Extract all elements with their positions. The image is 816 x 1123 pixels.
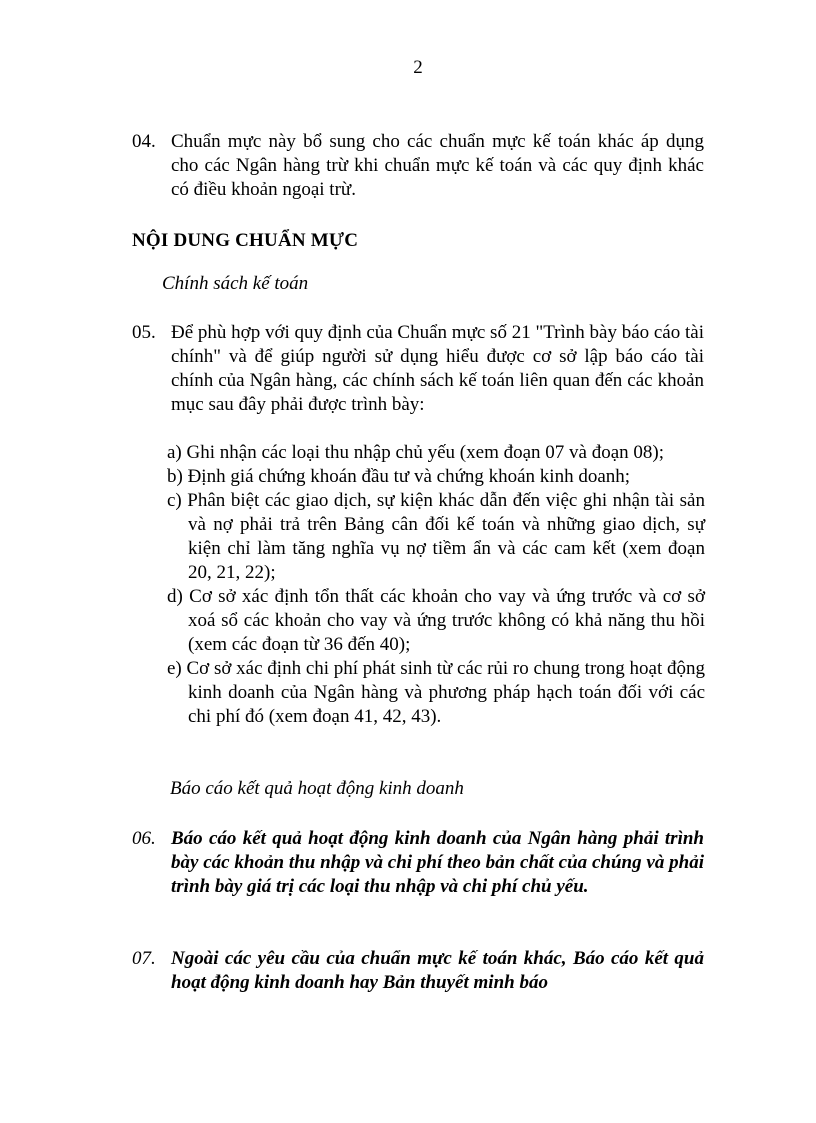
list-item: a) Ghi nhận các loại thu nhập chủ yếu (xem đoạn 07 và đoạn 08); (167, 442, 665, 463)
list-item: c) Phân biệt các giao dịch, sự kiện khác dẫn đến việc ghi nhận tài sản và nợ phải trả trên Bảng cân đối kế toán và những giao dịch, sự kiện chỉ làm tăng nghĩa vụ nợ tiềm ẩn và các cam kết (xem đoạn 20, 21, 22); (167, 490, 705, 583)
page-number: 2 (413, 57, 423, 78)
list-item: b) Định giá chứng khoán đầu tư và chứng khoán kinh doanh; (167, 466, 631, 487)
paragraph-text: Báo cáo kết quả hoạt động kinh doanh của Ngân hàng phải trình bày các khoản thu nhập và chi phí theo bản chất của chúng và phải trình bày giá trị các loại thu nhập và chi phí chủ yếu. (171, 828, 704, 897)
paragraph-05 (132, 321, 704, 417)
paragraph-number: 06. (132, 828, 156, 849)
subheading-income-statement: Báo cáo kết quả hoạt động kinh doanh (170, 778, 464, 799)
paragraph-number: 04. (132, 131, 156, 152)
paragraph-text: Để phù hợp với quy định của Chuẩn mực số 21 "Trình bày báo cáo tài chính" và để giúp người sử dụng hiểu được cơ sở lập báo cáo tài chính của Ngân hàng, các chính sách kế toán liên quan đến các khoản mục sau đây phải được trình bày: (171, 322, 704, 415)
paragraph-number: 07. (132, 948, 156, 969)
paragraph-04 (132, 130, 704, 202)
paragraph-text: Ngoài các yêu cầu của chuẩn mực kế toán khác, Báo cáo kết quả hoạt động kinh doanh hay Bản thuyết minh báo (171, 948, 704, 993)
list-item: d) Cơ sở xác định tổn thất các khoản cho vay và ứng trước và cơ sở xoá sổ các khoản cho vay và ứng trước không có khả năng thu hồi (xem các đoạn từ 36 đến 40); (167, 586, 705, 655)
paragraph-07 (132, 947, 704, 995)
section-heading: NỘI DUNG CHUẨN MỰC (132, 230, 359, 251)
subheading-accounting-policy: Chính sách kế toán (162, 273, 309, 294)
paragraph-06 (132, 827, 704, 899)
list-item: e) Cơ sở xác định chi phí phát sinh từ các rủi ro chung trong hoạt động kinh doanh của Ngân hàng và phương pháp hạch toán đối với các chi phí đó (xem đoạn 41, 42, 43). (167, 658, 706, 727)
policy-list (167, 441, 705, 729)
paragraph-text: Chuẩn mực này bổ sung cho các chuẩn mực kế toán khác áp dụng cho các Ngân hàng trừ khi chuẩn mực kế toán và các quy định khác có điều khoản ngoại trừ. (171, 131, 704, 200)
paragraph-number: 05. (132, 322, 156, 343)
